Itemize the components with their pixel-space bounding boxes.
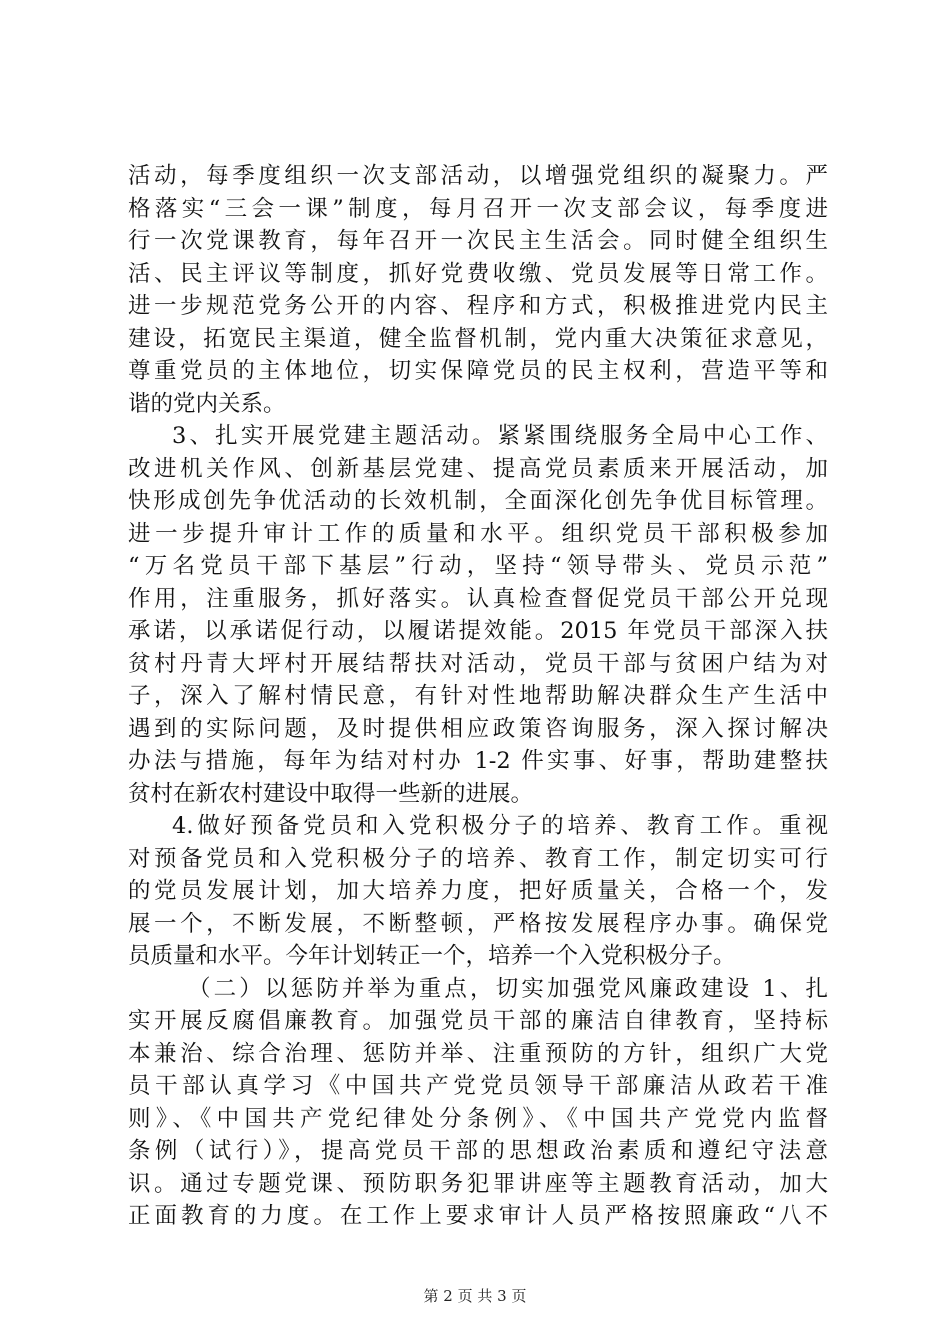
- text-line: 贫村在新农村建设中取得一些新的进展。: [128, 780, 534, 807]
- text-line: 正面教育的力度。在工作上要求审计人员严格按照廉政“八不: [128, 1203, 828, 1229]
- text-line: 子，深入了解村情民意，有针对性地帮助解决群众生产生活中: [128, 683, 828, 709]
- text-line: 识。通过专题党课、预防职务犯罪讲座等主题教育活动，加大: [128, 1170, 828, 1197]
- text-line: 作用，注重服务，抓好落实。认真检查督促党员干部公开兑现: [128, 585, 828, 612]
- text-line: 4.做好预备党员和入党积极分子的培养、教育工作。重视: [172, 813, 828, 839]
- text-line: 遇到的实际问题，及时提供相应政策咨询服务，深入探讨解决: [128, 715, 828, 742]
- text-line: 建设，拓宽民主渠道，健全监督机制，党内重大决策征求意见，: [128, 325, 828, 352]
- paragraph-2: [128, 420, 828, 810]
- text-line: 进一步规范党务公开的内容、程序和方式，积极推进党内民主: [128, 293, 828, 319]
- text-line: 尊重党员的主体地位，切实保障党员的民主权利，营造平等和: [128, 358, 828, 384]
- text-line: 快形成创先争优活动的长效机制，全面深化创先争优目标管理。: [128, 488, 828, 514]
- text-line: 办法与措施，每年为结对村办 1-2 件实事、好事，帮助建整扶: [128, 748, 828, 774]
- text-line: 贫村丹青大坪村开展结帮扶对活动，党员干部与贫困户结为对: [128, 650, 828, 677]
- text-line: “万名党员干部下基层”行动，坚持“领导带头、党员示范”: [128, 553, 828, 579]
- paragraph-1: [128, 160, 828, 420]
- text-line: 行一次党课教育，每年召开一次民主生活会。同时健全组织生: [128, 228, 828, 254]
- text-line: 展一个，不断发展，不断整顿，严格按发展程序办事。确保党: [128, 910, 828, 937]
- document-body: [128, 160, 828, 1233]
- text-line: 员干部认真学习《中国共产党党员领导干部廉洁从政若干准: [128, 1073, 828, 1099]
- text-line: 活、民主评议等制度，抓好党费收缴、党员发展等日常工作。: [128, 260, 828, 287]
- text-line: 本兼治、综合治理、惩防并举、注重预防的方针，组织广大党: [128, 1040, 828, 1067]
- text-line: 对预备党员和入党积极分子的培养、教育工作，制定切实可行: [128, 845, 828, 872]
- text-line: 3、扎实开展党建主题活动。紧紧围绕服务全局中心工作、: [172, 423, 828, 449]
- text-line: 则》、《中国共产党纪律处分条例》、《中国共产党党内监督: [128, 1105, 828, 1132]
- text-line: 的党员发展计划，加大培养力度，把好质量关，合格一个，发: [128, 878, 828, 904]
- text-line: 条例（试行）》，提高党员干部的思想政治素质和遵纪守法意: [128, 1138, 828, 1164]
- text-line: 实开展反腐倡廉教育。加强党员干部的廉洁自律教育，坚持标: [128, 1008, 828, 1034]
- text-line: 承诺，以承诺促行动，以履诺提效能。2015 年党员干部深入扶: [128, 618, 828, 644]
- paragraph-4: [128, 973, 828, 1233]
- text-line: 谐的党内关系。: [128, 390, 286, 417]
- text-line: （二）以惩防并举为重点，切实加强党风廉政建设 1、扎: [188, 975, 828, 1002]
- text-line: 活动，每季度组织一次支部活动，以增强党组织的凝聚力。严: [128, 163, 828, 189]
- text-line: 进一步提升审计工作的质量和水平。组织党员干部积极参加: [128, 520, 828, 547]
- page-number-footer: 第 2 页 共 3 页: [423, 1287, 527, 1305]
- text-line: 改进机关作风、创新基层党建、提高党员素质来开展活动，加: [128, 455, 828, 482]
- text-line: 员质量和水平。今年计划转正一个，培养一个入党积极分子。: [128, 943, 736, 969]
- paragraph-3: [128, 810, 828, 973]
- text-line: 格落实“三会一课”制度，每月召开一次支部会议，每季度进: [128, 195, 828, 222]
